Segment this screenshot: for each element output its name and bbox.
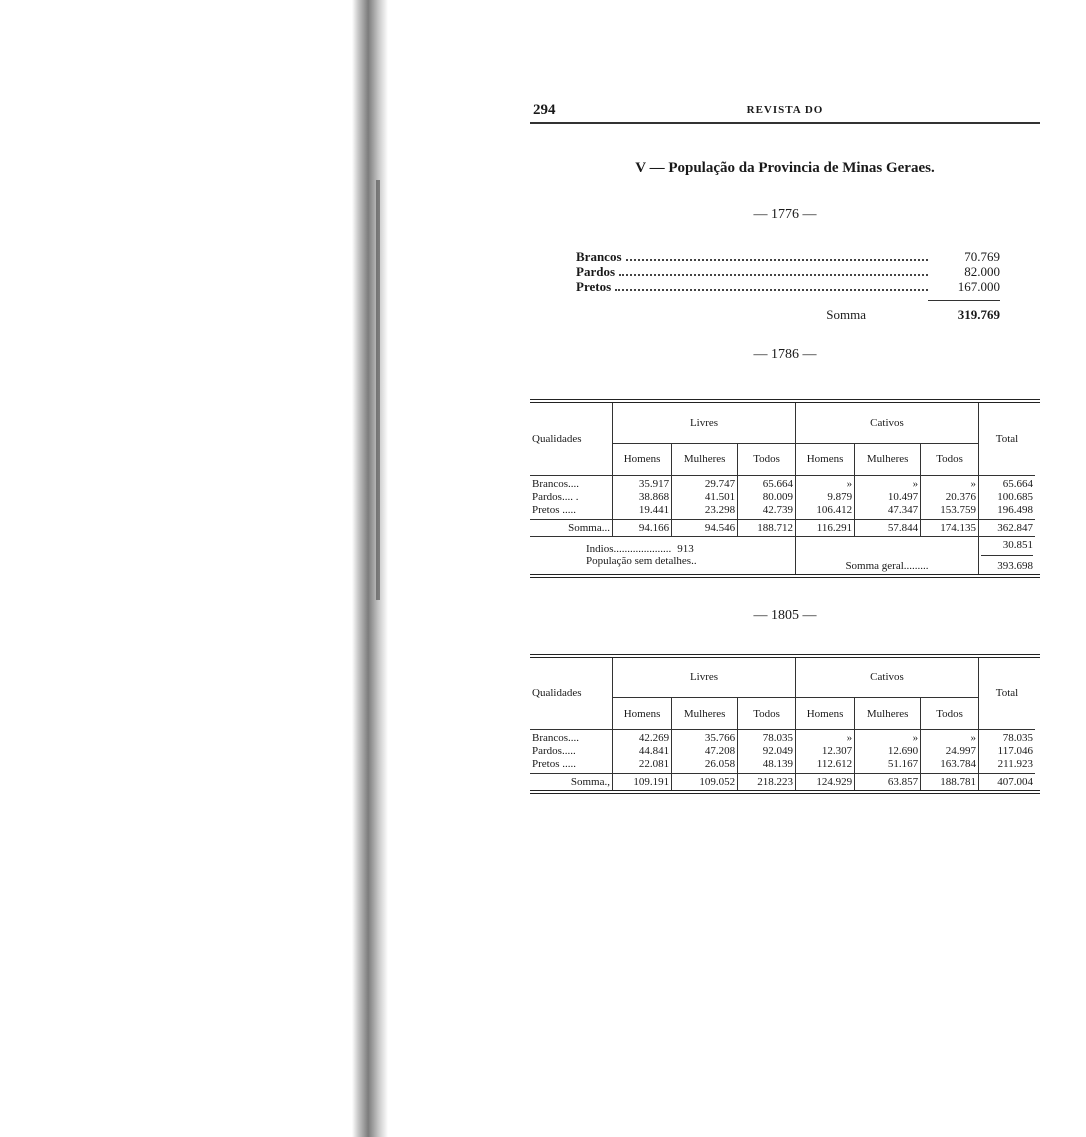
leader-dots xyxy=(626,259,929,261)
header-total: Total xyxy=(979,403,1036,475)
cell: 42.739 xyxy=(762,503,793,516)
header-mulheres: Mulheres xyxy=(855,443,921,475)
cell: 9.879 xyxy=(827,490,853,503)
row-label: Pardos xyxy=(576,264,615,279)
cell: 29.747 xyxy=(704,477,736,490)
book-page xyxy=(530,96,1040,794)
col-cativos-homens xyxy=(795,730,854,774)
col-livres-todos xyxy=(738,475,796,519)
row-label: Brancos xyxy=(576,249,622,264)
header-mulheres: Mulheres xyxy=(672,698,738,730)
running-head xyxy=(530,96,1040,124)
col-livres-homens xyxy=(613,730,672,774)
header-livres: Livres xyxy=(613,658,796,698)
table-row xyxy=(530,730,1035,774)
row-labels xyxy=(530,730,613,774)
col-cativos-todos xyxy=(921,475,979,519)
cell: 94.166 xyxy=(613,519,672,536)
cell: 48.139 xyxy=(762,758,793,770)
somma-row xyxy=(530,519,1035,536)
col-livres-homens xyxy=(613,475,672,519)
header-homens: Homens xyxy=(613,698,672,730)
header-todos: Todos xyxy=(738,443,796,475)
summary-row xyxy=(576,264,1000,279)
leader-dots xyxy=(619,274,928,276)
extra-total: 30.851 xyxy=(1002,538,1033,551)
somma-label: Somma... xyxy=(530,519,613,536)
row-label: Pretos ..... xyxy=(532,503,576,516)
cell: 92.049 xyxy=(762,745,793,757)
header-homens: Homens xyxy=(795,443,854,475)
cell: 174.135 xyxy=(921,519,979,536)
cell: » xyxy=(970,732,976,744)
cell: 47.208 xyxy=(704,745,736,757)
header-homens: Homens xyxy=(613,443,672,475)
cell: 22.081 xyxy=(638,758,670,770)
row-label: Pardos..... xyxy=(532,745,576,757)
row-label: Pardos.... . xyxy=(532,490,579,503)
cell: 44.841 xyxy=(638,745,670,757)
somma-geral-value: 393.698 xyxy=(981,555,1033,572)
col-cativos-homens xyxy=(795,475,854,519)
cell: 51.167 xyxy=(887,758,919,770)
col-livres-todos xyxy=(738,730,796,774)
cell: 10.497 xyxy=(887,490,919,503)
cell: 35.917 xyxy=(638,477,670,490)
cell: 65.664 xyxy=(1002,477,1033,490)
cell: 78.035 xyxy=(762,732,793,744)
extra-row xyxy=(530,536,1035,574)
header-total: Total xyxy=(979,658,1036,730)
row-label: Brancos.... xyxy=(532,732,580,744)
cell: 100.685 xyxy=(997,490,1033,503)
total-value: 319.769 xyxy=(957,307,1000,322)
cell: 211.923 xyxy=(997,758,1033,770)
row-value: 167.000 xyxy=(957,279,1000,294)
cell: 41.501 xyxy=(704,490,736,503)
header-todos: Todos xyxy=(921,443,979,475)
cell: 23.298 xyxy=(704,503,736,516)
extra-totals xyxy=(979,536,1036,574)
row-labels xyxy=(530,475,613,519)
cell: » xyxy=(970,477,976,490)
total-label: Somma xyxy=(826,307,866,322)
cell: 109.052 xyxy=(672,774,738,791)
col-livres-mulheres xyxy=(672,475,738,519)
row-label: Pretos ..... xyxy=(532,758,576,770)
cell: 196.498 xyxy=(997,503,1033,516)
cell: 20.376 xyxy=(945,490,976,503)
year-heading-1776: — 1776 — xyxy=(753,207,817,222)
cell: » xyxy=(846,732,853,744)
cell: 124.929 xyxy=(795,774,854,791)
table-row xyxy=(530,475,1035,519)
cell: 117.046 xyxy=(997,745,1033,757)
somma-geral-label: Somma geral......... xyxy=(795,536,978,574)
header-cativos: Cativos xyxy=(795,658,978,698)
page-title: V — População da Provincia de Minas Geraes. xyxy=(635,160,935,176)
extra-labels xyxy=(530,536,795,574)
cell: » xyxy=(912,732,919,744)
col-livres-mulheres xyxy=(672,730,738,774)
header-homens: Homens xyxy=(795,698,854,730)
cell: 153.759 xyxy=(940,503,976,516)
cell: 188.781 xyxy=(921,774,979,791)
journal-head: REVISTA DO xyxy=(746,104,824,116)
cell: 94.546 xyxy=(672,519,738,536)
cell: 35.766 xyxy=(704,732,736,744)
cell: 80.009 xyxy=(762,490,793,503)
book-gutter-shadow xyxy=(352,0,388,1137)
somma-row xyxy=(530,774,1035,791)
row-label: Pretos xyxy=(576,279,612,294)
col-cativos-mulheres xyxy=(855,475,921,519)
row-value: 82.000 xyxy=(964,264,1000,279)
cell: 57.844 xyxy=(855,519,921,536)
cell: 12.690 xyxy=(887,745,919,757)
cell: 163.784 xyxy=(940,758,976,770)
cell: 26.058 xyxy=(704,758,736,770)
indios-label: Indios..................... xyxy=(586,543,672,555)
cell: 38.868 xyxy=(638,490,670,503)
cell: » xyxy=(912,477,919,490)
indios-line xyxy=(586,543,793,555)
cell: 65.664 xyxy=(762,477,793,490)
somma-label: Somma., xyxy=(530,774,613,791)
col-cativos-todos xyxy=(921,730,979,774)
summary-row xyxy=(576,279,1000,294)
col-cativos-mulheres xyxy=(855,730,921,774)
summary-1776 xyxy=(576,249,1000,323)
cell: 407.004 xyxy=(979,774,1036,791)
cell: 218.223 xyxy=(738,774,796,791)
header-mulheres: Mulheres xyxy=(672,443,738,475)
census-table-1805 xyxy=(530,654,1040,795)
summary-total xyxy=(576,307,1000,323)
cell: » xyxy=(846,477,853,490)
header-qualidades: Qualidades xyxy=(532,687,582,700)
cell: 106.412 xyxy=(816,503,853,516)
header-qualidades: Qualidades xyxy=(532,432,582,445)
cell: 63.857 xyxy=(855,774,921,791)
header-cativos: Cativos xyxy=(795,403,978,443)
header-mulheres: Mulheres xyxy=(855,698,921,730)
cell: 116.291 xyxy=(795,519,854,536)
cell: 78.035 xyxy=(1002,732,1033,744)
cell: 47.347 xyxy=(887,503,919,516)
cell: 24.997 xyxy=(945,745,976,757)
year-heading-1805: — 1805 — xyxy=(753,607,817,623)
col-total xyxy=(979,475,1036,519)
row-value: 70.769 xyxy=(964,249,1000,264)
cell: 362.847 xyxy=(979,519,1036,536)
book-gutter-crease xyxy=(376,180,380,600)
col-total xyxy=(979,730,1036,774)
header-livres: Livres xyxy=(613,403,796,443)
indios-value: 913 xyxy=(677,543,694,555)
header-todos: Todos xyxy=(738,698,796,730)
page-number: 294 xyxy=(533,102,556,118)
cell: 12.307 xyxy=(821,745,853,757)
sum-rule xyxy=(928,300,1000,301)
summary-row xyxy=(576,249,1000,264)
header-todos: Todos xyxy=(921,698,979,730)
year-heading-1786: — 1786 — xyxy=(753,347,817,362)
leader-dots xyxy=(615,289,928,291)
row-label: Brancos.... xyxy=(532,477,580,490)
cell: 42.269 xyxy=(638,732,670,744)
census-table-1786 xyxy=(530,399,1040,578)
cell: 109.191 xyxy=(613,774,672,791)
sem-detalhes-label: População sem detalhes.. xyxy=(586,555,697,567)
cell: 188.712 xyxy=(738,519,796,536)
cell: 112.612 xyxy=(816,758,853,770)
cell: 19.441 xyxy=(638,503,670,516)
